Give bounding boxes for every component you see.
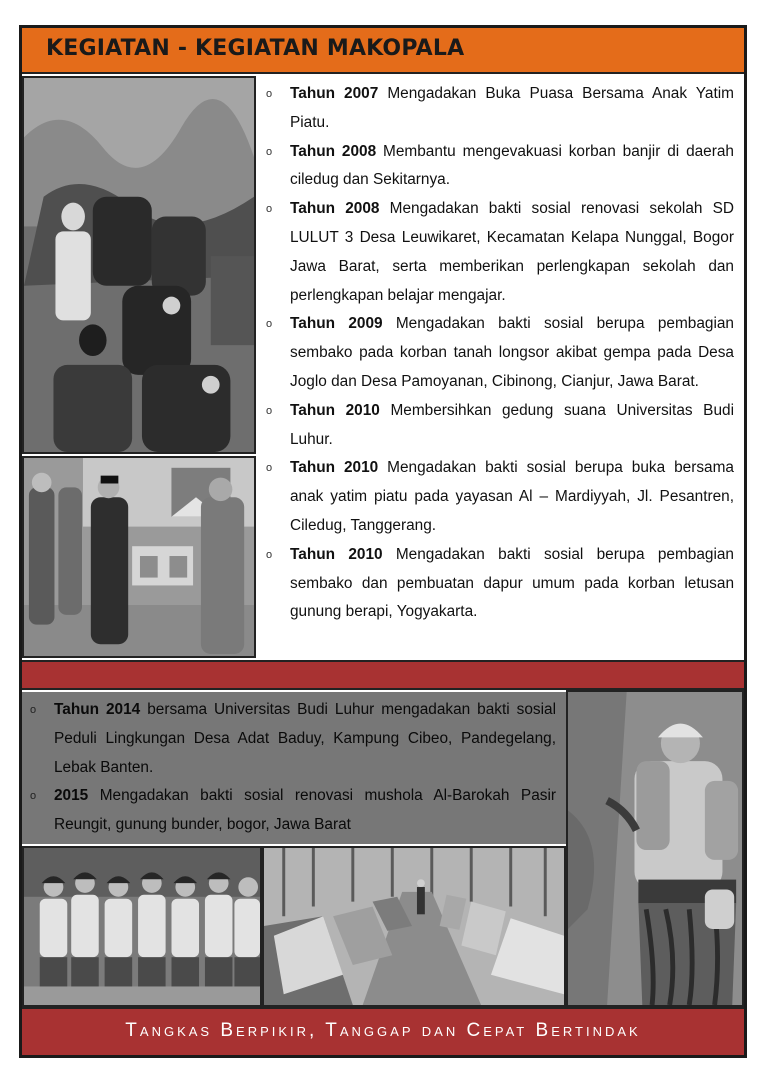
bullet-icon: o — [266, 88, 273, 100]
hikers-photo — [22, 76, 256, 454]
activity-item — [258, 397, 734, 455]
activity-item — [22, 696, 556, 782]
bullet-icon: o — [266, 145, 273, 158]
activity-text: bersama Universitas Budi Luhur mengadakan bakti sosial Peduli Lingkungan Desa Adat Baduy, Kampung Cibeo, Pandegelang, Lebak Banten. — [54, 701, 556, 776]
activity-item — [258, 541, 734, 627]
activity-year: Tahun 2008 — [290, 142, 377, 160]
activity-year: Tahun 2010 — [290, 401, 380, 419]
bullet-icon: o — [266, 203, 273, 216]
activity-text: Mengadakan bakti sosial berupa pembagian sembako pada korban tanah longsor akibat gempa pada Desa Joglo dan Desa Pamoyanan, Cibinong, Cianjur, Jawa Barat. — [290, 315, 734, 390]
ceremony-photo — [22, 456, 256, 658]
bullet-icon: o — [30, 790, 37, 803]
activity-year: Tahun 2010 — [290, 459, 379, 477]
activity-item — [258, 310, 734, 396]
activity-text: Membantu mengevakuasi korban banjir di daerah ciledug dan Sekitarnya. — [290, 142, 734, 189]
activity-text: Mengadakan Buka Puasa Bersama Anak Yatim Piatu. — [290, 85, 734, 131]
title-bar — [22, 28, 744, 74]
page-title: KEGIATAN - KEGIATAN MAKOPALA — [46, 36, 465, 61]
activity-text: Mengadakan bakti sosial berupa pembagian sembako dan pembuatan dapur umum pada korban letusan gunung berapi, Yogyakarta. — [290, 545, 734, 621]
activity-text: Membersihkan gedung suana Universitas Budi Luhur. — [290, 401, 734, 448]
divider-band — [22, 660, 744, 690]
footer-band — [22, 1007, 744, 1055]
activity-text: Mengadakan bakti sosial berupa buka bersama anak yatim piatu pada yayasan Al – Mardiyyah, Jl. Pesantren, Ciledug, Tanggerang. — [290, 459, 734, 534]
climber-photo — [566, 690, 744, 1007]
bullet-icon: o — [266, 548, 273, 561]
activity-item — [22, 782, 556, 840]
bullet-icon: o — [30, 704, 37, 716]
activity-item — [258, 454, 734, 540]
activity-year: Tahun 2009 — [290, 315, 383, 333]
activity-year: Tahun 2007 — [290, 85, 379, 102]
activity-year: Tahun 2010 — [290, 545, 383, 563]
activity-list-bottom — [22, 692, 566, 844]
bullet-icon: o — [266, 404, 273, 417]
activity-year: Tahun 2014 — [54, 701, 141, 718]
bullet-icon: o — [266, 318, 273, 331]
activity-item — [258, 195, 734, 310]
activity-year: 2015 — [54, 787, 89, 805]
tents-photo — [262, 846, 566, 1007]
footer-slogan: Tangkas Berpikir, Tanggap dan Cepat Bertindak — [125, 1020, 641, 1041]
activity-text: Mengadakan bakti sosial renovasi sekolah SD LULUT 3 Desa Leuwikaret, Kecamatan Kelapa Nunggal, Bogor Jawa Barat, serta memberikan perlengkapan sekolah dan perlengkapan belajar mengajar. — [290, 200, 734, 304]
activity-list-top — [258, 78, 744, 658]
bullet-icon: o — [266, 462, 273, 475]
children-photo — [22, 846, 262, 1007]
activity-item — [258, 80, 734, 138]
activity-text: Mengadakan bakti sosial renovasi mushola Al-Barokah Pasir Reungit, gunung bunder, bogor, Jawa Barat — [54, 787, 556, 834]
activity-year: Tahun 2008 — [290, 200, 380, 218]
activity-item — [258, 138, 734, 196]
